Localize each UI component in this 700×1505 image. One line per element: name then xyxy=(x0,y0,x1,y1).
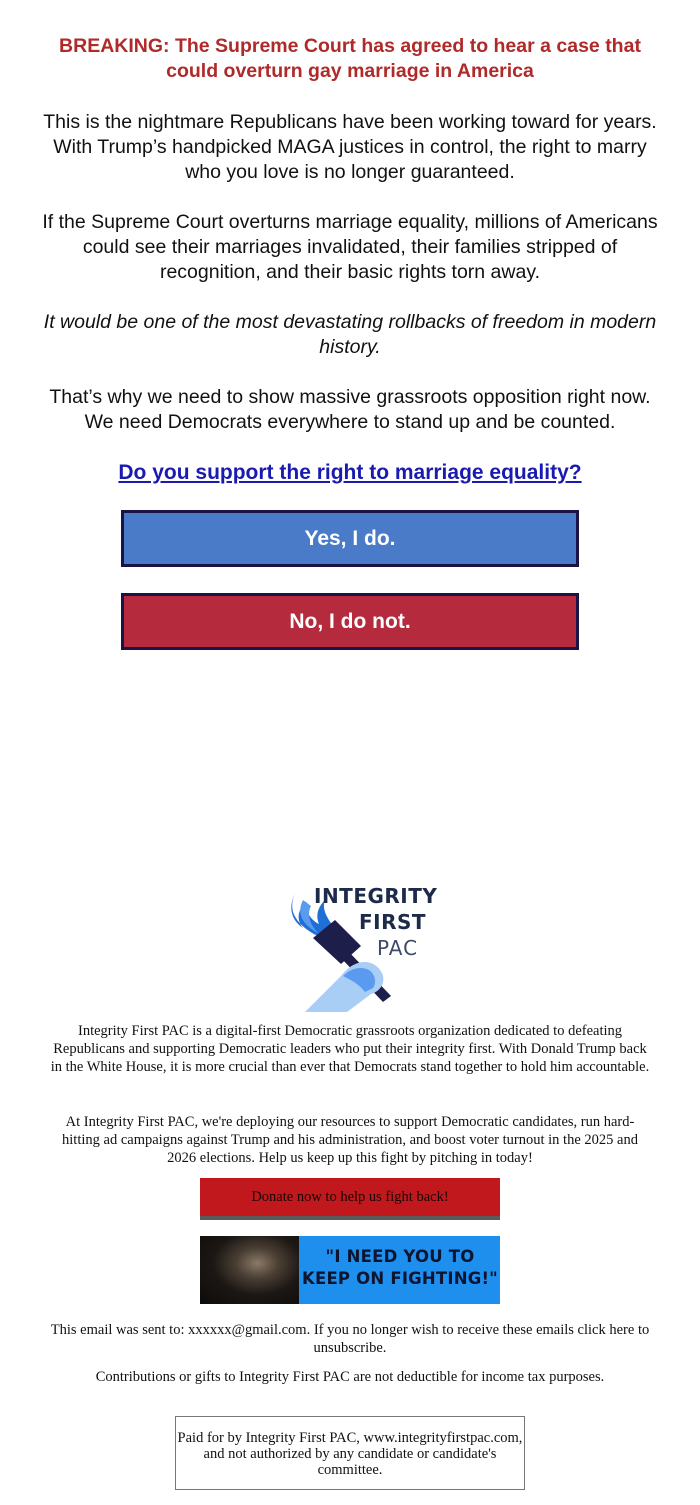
italic-paragraph: It would be one of the most devastating rollbacks of freedom in modern history. xyxy=(43,311,657,358)
about-paragraph: Integrity First PAC is a digital-first Democratic grassroots organization dedicated to defeating Republicans and supporting Democratic leaders who put their integrity first. With Donald Trump back in the White House, it is more crucial than ever that Democrats stand together to hold him accountable. xyxy=(50,1023,650,1075)
speaker-photo xyxy=(200,1236,299,1304)
paid-for-disclaimer: Paid for by Integrity First PAC, www.integrityfirstpac.com, and not authorized by any candidate or candidate's committee. xyxy=(175,1416,525,1490)
breaking-headline: BREAKING: The Supreme Court has agreed to hear a case that could overturn gay marriage in America xyxy=(59,35,641,82)
mission-paragraph: At Integrity First PAC, we're deploying our resources to support Democratic candidates, run hard-hitting ad campaigns against Trump and his administration, and boost voter turnout in the 2025 and 2026 elections. Help us keep up this fight by pitching in today! xyxy=(62,1114,638,1166)
yes-button[interactable]: Yes, I do. xyxy=(121,510,579,567)
fighting-banner[interactable] xyxy=(200,1236,500,1304)
logo-line-first: FIRST xyxy=(359,910,427,934)
banner-quote: "I NEED YOU TO KEEP ON FIGHTING!" xyxy=(302,1247,498,1288)
no-button[interactable]: No, I do not. xyxy=(121,593,579,650)
unsubscribe-notice[interactable]: This email was sent to: xxxxxx@gmail.com. If you no longer wish to receive these emails click here to unsubscribe. xyxy=(50,1322,650,1356)
logo-line-pac: PAC xyxy=(377,936,419,960)
donate-button[interactable]: Donate now to help us fight back! xyxy=(200,1178,500,1220)
consequences-paragraph: If the Supreme Court overturns marriage equality, millions of Americans could see their marriages invalidated, their families stripped of recognition, and their basic rights torn away. xyxy=(42,211,658,283)
logo-line-integrity: INTEGRITY xyxy=(314,884,438,908)
intro-paragraph: This is the nightmare Republicans have been working toward for years. With Trump’s handpicked MAGA justices in control, the right to marry who you love is no longer guaranteed. xyxy=(43,111,657,183)
tax-notice: Contributions or gifts to Integrity First PAC are not deductible for income tax purposes. xyxy=(95,1369,605,1385)
call-paragraph: That’s why we need to show massive grassroots opposition right now. We need Democrats everywhere to stand up and be counted. xyxy=(49,386,651,433)
survey-question-link[interactable]: Do you support the right to marriage equality? xyxy=(118,461,582,484)
